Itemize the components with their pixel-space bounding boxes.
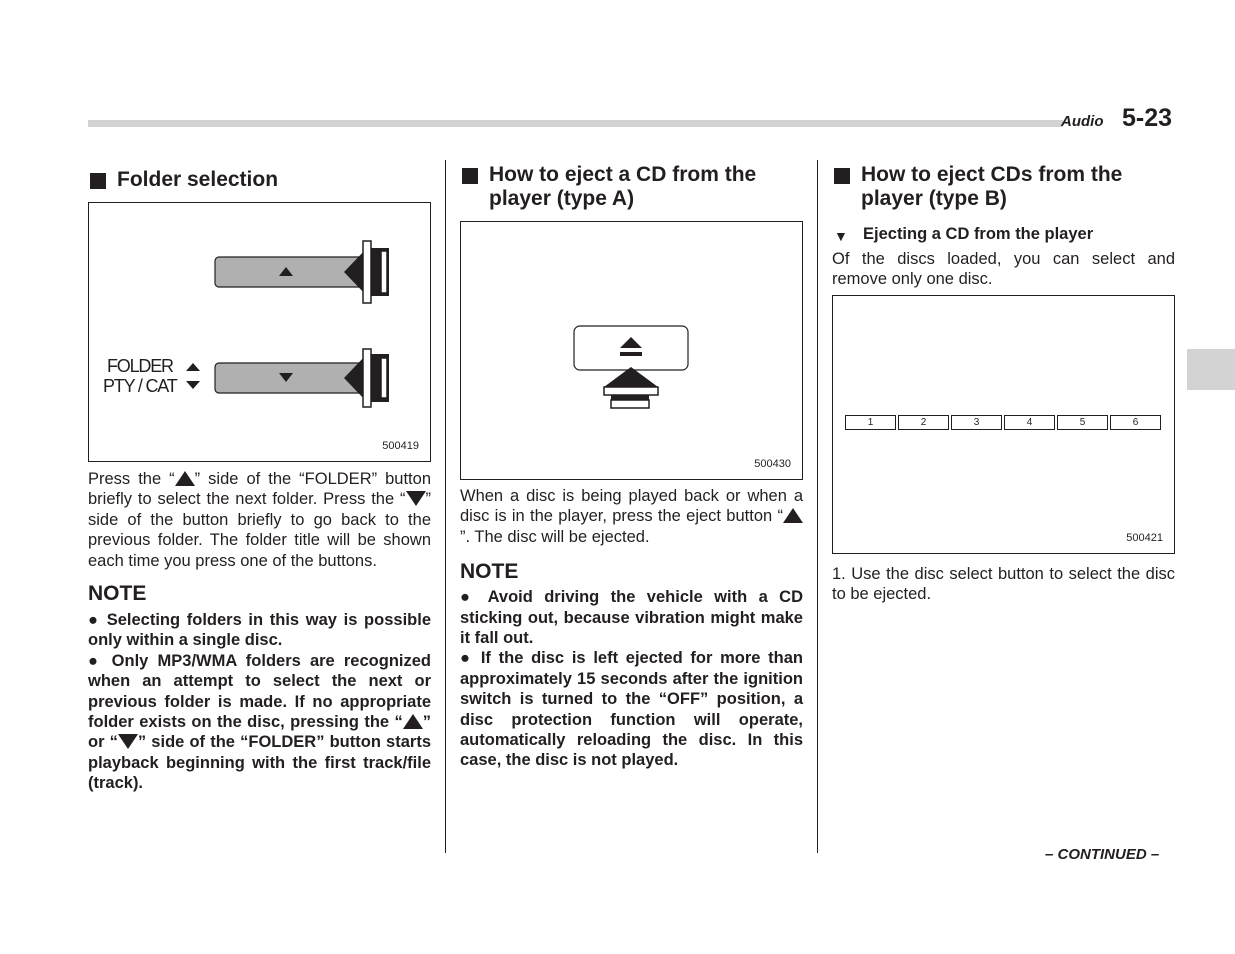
note-item: ● Only MP3/WMA folders are recognized when an attempt to select the next or previous folder is made. If no appropriate folder exists on the disc, pressing the “ ” or “ ” side of the “FOLDER” button starts playback beginning with the first track/file (track). [88, 651, 431, 793]
paragraph: Of the discs loaded, you can select and remove only one disc. [832, 250, 1175, 289]
section-heading [832, 163, 1175, 211]
continued-label: – CONTINUED – [1045, 846, 1160, 863]
section-heading [88, 168, 431, 192]
up-arrow-icon [403, 714, 423, 729]
triangle-bullet-icon: ▼ [834, 228, 848, 244]
column-divider [817, 160, 818, 853]
disc-button-3: 3 [951, 415, 1002, 430]
heading-text: Folder selection [117, 168, 279, 191]
paragraph: When a disc is being played back or when a disc is in the player, press the eject button “”. The disc will be ejected. [460, 487, 803, 546]
disc-button-4: 4 [1004, 415, 1055, 430]
paragraph: Press the “ ” side of the “FOLDER” button briefly to select the next folder. Press the “ ” side of the button briefly to go back to the previous folder. The folder title will be shown each time you press one of the buttons. [88, 470, 431, 570]
eject-button-illustration [461, 222, 802, 479]
square-bullet-icon [462, 168, 478, 184]
disc-button-6: 6 [1110, 415, 1161, 430]
section-title: Audio [1061, 113, 1104, 130]
square-bullet-icon [90, 173, 106, 189]
column-folder-selection [88, 160, 431, 794]
disc-button-5: 5 [1057, 415, 1108, 430]
note-item: ● Selecting folders in this way is possible only within a single disc. [88, 611, 431, 650]
folder-buttons-illustration [89, 203, 430, 461]
figure-eject-button [460, 221, 803, 480]
column-eject-type-b [832, 160, 1175, 290]
figure-number: 500421 [1126, 532, 1163, 544]
page-number: 5-23 [1122, 104, 1173, 132]
figure-number: 500419 [382, 440, 419, 452]
square-bullet-icon [834, 168, 850, 184]
note-heading: NOTE [460, 560, 519, 584]
figure-folder-buttons [88, 202, 431, 462]
disc-button-1: 1 [845, 415, 896, 430]
figure-number: 500430 [754, 458, 791, 470]
down-arrow-icon [118, 734, 138, 749]
subsection-heading [832, 224, 1175, 244]
note-item: ● Avoid driving the vehicle with a CD sticking out, because vibration might make it fall out. [460, 588, 803, 648]
folder-label: FOLDER [107, 356, 173, 376]
section-heading [460, 163, 803, 211]
down-arrow-icon [406, 491, 426, 506]
step-item: 1. Use the disc select button to select the disc to be ejected. [832, 565, 1175, 604]
heading-text: How to eject a CD from the player (type A) [489, 163, 757, 210]
header-rule [88, 120, 1063, 127]
note-item: ● If the disc is left ejected for more than approximately 15 seconds after the ignition switch is turned to the “OFF” position, a disc protection function will operate, automatically reloading the disc. In this case, the disc is not played. [460, 649, 803, 770]
pty-cat-label: PTY / CAT [103, 376, 177, 396]
chapter-tab [1187, 349, 1235, 390]
column-divider [445, 160, 446, 853]
note-heading: NOTE [88, 582, 147, 606]
heading-text: How to eject CDs from the player (type B) [861, 163, 1123, 210]
eject-icon [783, 508, 803, 523]
subsection-text: Ejecting a CD from the player [863, 225, 1094, 243]
up-arrow-icon [175, 471, 195, 486]
column-eject-type-a [460, 160, 803, 771]
disc-button-2: 2 [898, 415, 949, 430]
